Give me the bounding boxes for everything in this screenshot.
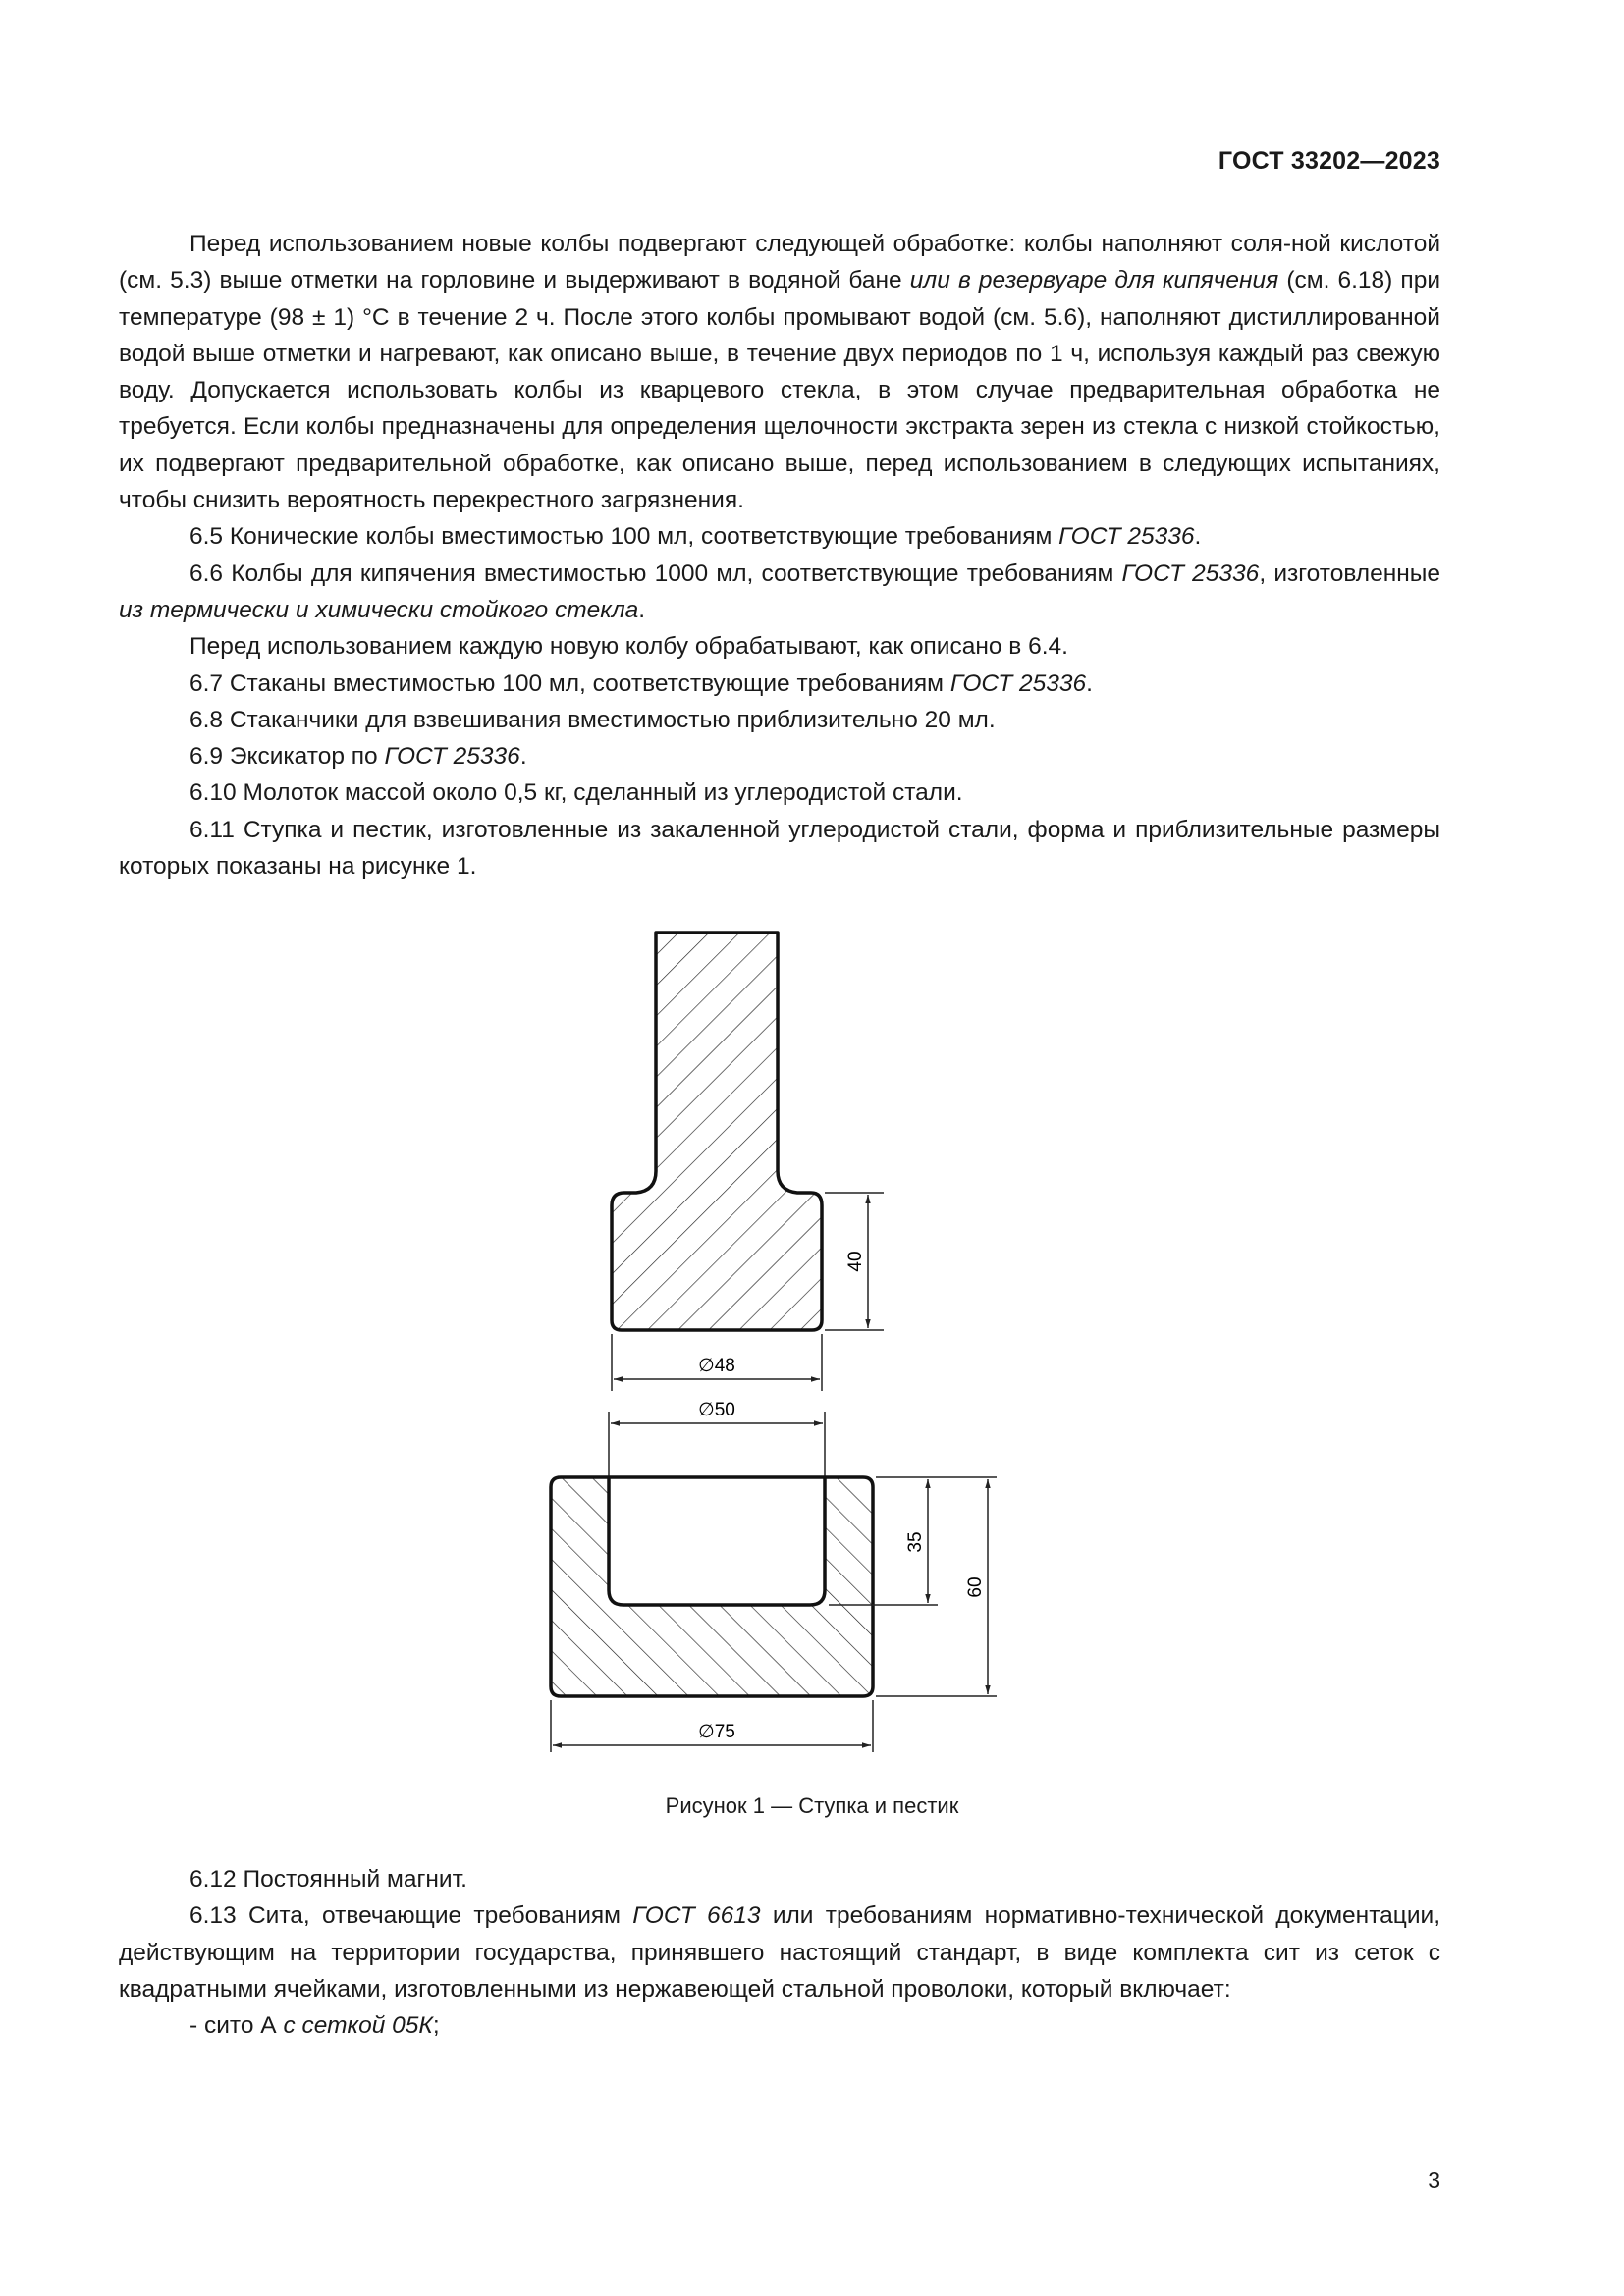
body-text-top [119, 226, 1440, 884]
item-6-5: 6.5 Конические колбы вместимостью 100 мл, соответствующие требованиям ГОСТ 25336. [189, 523, 1202, 551]
item-6-6: 6.6 Колбы для кипячения вместимостью 1000 мл, соответствующие требованиям ГОСТ 25336, изготовленные из термически и химически стойкого стекла. [119, 560, 1440, 623]
item-6-12: 6.12 Постоянный магнит. [189, 1866, 467, 1893]
mortar-pestle-drawing [530, 928, 1021, 1752]
dim-pestle-diameter: ∅48 [698, 1356, 735, 1376]
dim-cavity-diameter: ∅50 [698, 1400, 735, 1420]
body-text-bottom [119, 1861, 1440, 2044]
dim-mortar-height: 60 [965, 1576, 987, 1598]
item-6-6-note: Перед использованием каждую новую колбу обрабатывают, как описано в 6.4. [189, 633, 1068, 661]
item-6-11: 6.11 Ступка и пестик, изготовленные из закаленной углеродистой стали, форма и приблизительные размеры которых показаны на рисунке 1. [119, 816, 1440, 881]
page-number: 3 [1428, 2167, 1440, 2193]
dim-pestle-height: 40 [845, 1251, 867, 1272]
mortar-shape [551, 1477, 873, 1696]
pestle-shape [612, 933, 822, 1330]
figure-caption: Рисунок 1 — Ступка и пестик [665, 1793, 959, 1818]
dim-mortar-diameter: ∅75 [698, 1722, 735, 1742]
item-6-9: 6.9 Эксикатор по ГОСТ 25336. [189, 743, 527, 771]
item-6-7: 6.7 Стаканы вместимостью 100 мл, соответствующие требованиям ГОСТ 25336. [189, 669, 1093, 697]
list-item-sieve-a: - сито А с сеткой 05К; [189, 2012, 440, 2040]
paragraph-intro: Перед использованием новые колбы подвергают следующей обработке: колбы наполняют соля-ной кислотой (см. 5.3) выше отметки на горловине и выдерживают в водяной бане или в резервуаре для кипячения (см. 6.18) при температуре (98 ± 1) °С в течение 2 ч. После этого колбы промывают водой (см. 5.6), наполняют дистиллированной водой выше отметки и нагревают, как описано выше, в течение двух периодов по 1 ч, используя каждый раз свежую воду. Допускается использовать колбы из кварцевого стекла, в этом случае предварительная обработка не требуется. Если колбы предназначены для определения щелочности экстракта зерен из стекла с низкой стойкостью, их подвергают предварительной обработке, как описано выше, перед использованием в следующих испытаниях, чтобы снизить вероятность перекрестного загрязнения. [119, 231, 1441, 514]
item-6-13: 6.13 Сита, отвечающие требованиям ГОСТ 6613 или требованиям нормативно-технической документации, действующим на территории государства, принявшего настоящий стандарт, в виде комплекта сит из сеток с квадратными ячейками, изготовленными из нержавеющей стальной проволоки, который включает: [119, 1902, 1440, 2002]
item-6-10: 6.10 Молоток массой около 0,5 кг, сделанный из углеродистой стали. [189, 779, 963, 807]
item-6-8: 6.8 Стаканчики для взвешивания вместимостью приблизительно 20 мл. [189, 706, 996, 733]
figure-mortar-pestle [530, 928, 1021, 1752]
document-id: ГОСТ 33202—2023 [1218, 147, 1440, 175]
dim-cavity-depth: 35 [905, 1531, 927, 1553]
